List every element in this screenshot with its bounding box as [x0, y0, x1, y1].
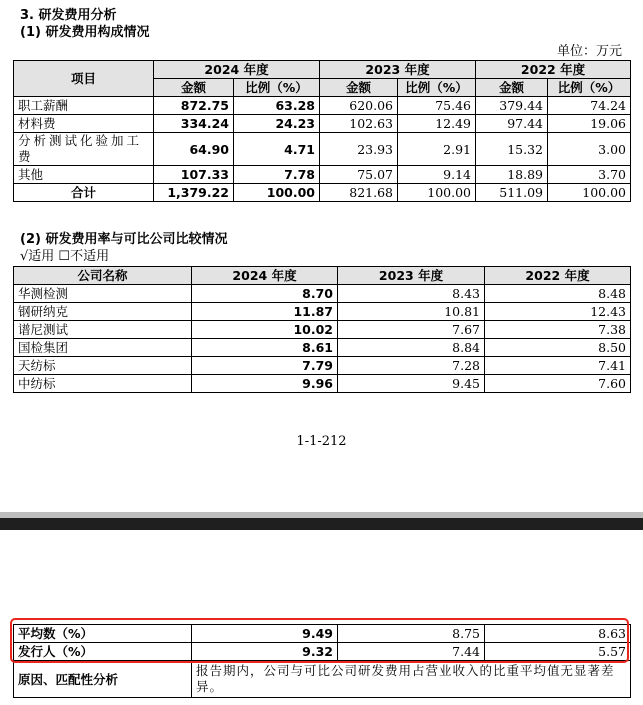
- row-label: 合计: [14, 184, 154, 202]
- company-name: 华测检测: [14, 285, 192, 303]
- company-name: 天纺标: [14, 357, 192, 375]
- cell-value: 8.75: [338, 625, 485, 643]
- company-name: 中纺标: [14, 375, 192, 393]
- cell-value: 100.00: [234, 184, 320, 202]
- red-highlight-box: [10, 618, 629, 663]
- header-year-2023: 2023 年度: [320, 61, 476, 79]
- total-row: [14, 184, 631, 202]
- cell-value: 7.41: [485, 357, 631, 375]
- cell-value: 75.07: [320, 166, 398, 184]
- table-row: [14, 97, 631, 115]
- cell-value: 7.78: [234, 166, 320, 184]
- section-title: 3. 研发费用分析: [20, 8, 117, 23]
- cell-value: 10.02: [192, 321, 338, 339]
- cell-value: 8.50: [485, 339, 631, 357]
- reason-text: 报告期内，公司与可比公司研发费用占营业收入的比重平均值无显著差异。: [192, 661, 631, 698]
- cell-value: 19.06: [548, 115, 631, 133]
- header-amount: 金额: [320, 79, 398, 97]
- reason-label: 原因、匹配性分析: [14, 661, 192, 698]
- table-row: [14, 133, 631, 166]
- header-year-2022: 2022 年度: [485, 267, 631, 285]
- cell-value: 1,379.22: [154, 184, 234, 202]
- cell-value: 7.28: [338, 357, 485, 375]
- cell-value: 5.57: [485, 643, 631, 661]
- cell-value: 11.87: [192, 303, 338, 321]
- cell-value: 3.00: [548, 133, 631, 166]
- table-row: [14, 303, 631, 321]
- cell-value: 334.24: [154, 115, 234, 133]
- header-year-2024: 2024 年度: [192, 267, 338, 285]
- cell-value: 24.23: [234, 115, 320, 133]
- cell-value: 75.46: [398, 97, 476, 115]
- header-year-2024: 2024 年度: [154, 61, 320, 79]
- cell-value: 74.24: [548, 97, 631, 115]
- cell-value: 12.43: [485, 303, 631, 321]
- row-label: 分析测试化验加工费: [14, 133, 154, 166]
- header-item: 项目: [14, 61, 154, 97]
- header-amount: 金额: [476, 79, 548, 97]
- cell-value: 7.60: [485, 375, 631, 393]
- company-name: 谱尼测试: [14, 321, 192, 339]
- cell-value: 4.71: [234, 133, 320, 166]
- cell-value: 12.49: [398, 115, 476, 133]
- cell-value: 100.00: [398, 184, 476, 202]
- cell-value: 3.70: [548, 166, 631, 184]
- rd-expense-composition-table: [13, 60, 631, 202]
- cell-value: 9.96: [192, 375, 338, 393]
- cell-value: 620.06: [320, 97, 398, 115]
- table-row: [14, 166, 631, 184]
- cell-value: 97.44: [476, 115, 548, 133]
- header-year-2023: 2023 年度: [338, 267, 485, 285]
- cell-value: 9.49: [192, 625, 338, 643]
- cell-value: 8.61: [192, 339, 338, 357]
- row-label: 平均数（%）: [14, 625, 192, 643]
- subsection-title-1: (1) 研发费用构成情况: [20, 25, 150, 40]
- company-name: 国检集团: [14, 339, 192, 357]
- row-label: 材料费: [14, 115, 154, 133]
- cell-value: 8.63: [485, 625, 631, 643]
- cell-value: 18.89: [476, 166, 548, 184]
- cell-value: 7.38: [485, 321, 631, 339]
- table-row: [14, 339, 631, 357]
- header-ratio: 比例（%）: [548, 79, 631, 97]
- table-row: [14, 285, 631, 303]
- header-amount: 金额: [154, 79, 234, 97]
- row-label: 职工薪酬: [14, 97, 154, 115]
- cell-value: 9.14: [398, 166, 476, 184]
- cell-value: 7.67: [338, 321, 485, 339]
- cell-value: 23.93: [320, 133, 398, 166]
- cell-value: 100.00: [548, 184, 631, 202]
- cell-value: 63.28: [234, 97, 320, 115]
- table-row: [14, 115, 631, 133]
- cell-value: 8.43: [338, 285, 485, 303]
- cell-value: 8.48: [485, 285, 631, 303]
- applicable-checkbox-label: √适用 ☐不适用: [20, 249, 110, 264]
- cell-value: 8.84: [338, 339, 485, 357]
- row-label: 发行人（%）: [14, 643, 192, 661]
- header-ratio: 比例（%）: [398, 79, 476, 97]
- subsection-title-2: (2) 研发费用率与可比公司比较情况: [20, 232, 228, 247]
- cell-value: 64.90: [154, 133, 234, 166]
- cell-value: 15.32: [476, 133, 548, 166]
- cell-value: 7.44: [338, 643, 485, 661]
- cell-value: 872.75: [154, 97, 234, 115]
- table-row: [14, 321, 631, 339]
- header-year-2022: 2022 年度: [476, 61, 631, 79]
- reason-row: [14, 661, 631, 698]
- cell-value: 8.70: [192, 285, 338, 303]
- header-company: 公司名称: [14, 267, 192, 285]
- cell-value: 2.91: [398, 133, 476, 166]
- unit-label: 单位：万元: [556, 44, 622, 59]
- cell-value: 7.79: [192, 357, 338, 375]
- page-break-dark-band: [0, 518, 643, 530]
- cell-value: 102.63: [320, 115, 398, 133]
- table-row: [14, 375, 631, 393]
- header-row-years: [14, 61, 631, 79]
- cell-value: 821.68: [320, 184, 398, 202]
- table-row: [14, 357, 631, 375]
- cell-value: 379.44: [476, 97, 548, 115]
- header-row: [14, 267, 631, 285]
- cell-value: 511.09: [476, 184, 548, 202]
- cell-value: 9.32: [192, 643, 338, 661]
- page-number: 1-1-212: [296, 434, 347, 449]
- company-name: 钢研纳克: [14, 303, 192, 321]
- header-ratio: 比例（%）: [234, 79, 320, 97]
- row-label: 其他: [14, 166, 154, 184]
- cell-value: 107.33: [154, 166, 234, 184]
- rd-rate-comparison-table: [13, 266, 631, 393]
- cell-value: 9.45: [338, 375, 485, 393]
- cell-value: 10.81: [338, 303, 485, 321]
